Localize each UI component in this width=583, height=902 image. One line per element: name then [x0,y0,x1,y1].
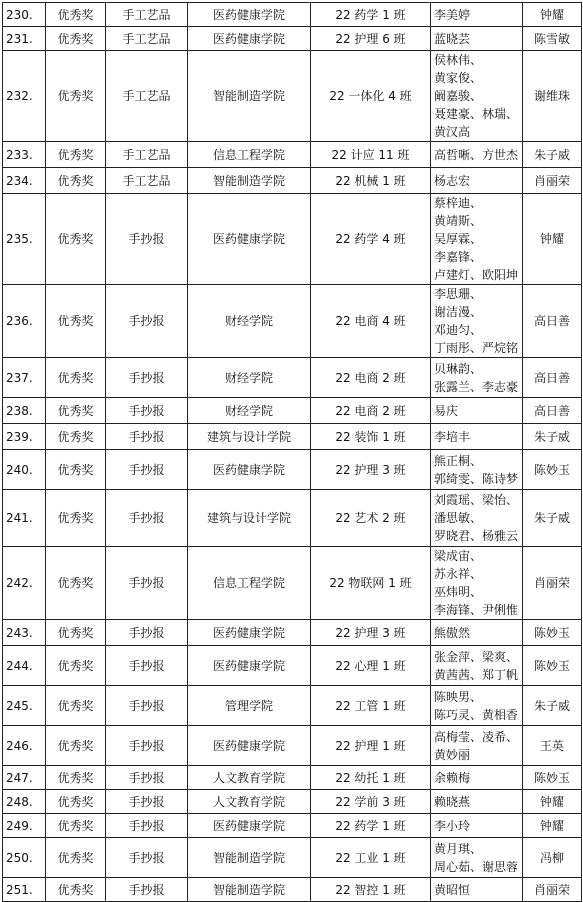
category-cell: 手抄报 [106,285,188,358]
student-name: 罗晓君 [434,529,471,543]
category-cell: 手抄报 [106,726,188,766]
class-name-cell: 22 药学 1 班 [311,3,431,27]
college-cell: 智能制造学院 [188,838,311,878]
category-cell: 手抄报 [106,490,188,547]
table-row [3,838,582,878]
student-name: 黄汉高 [434,125,471,139]
student-name: 黄妙丽 [434,747,471,762]
table-row [3,766,582,790]
table-row [3,142,582,168]
advisor-cell: 朱子威 [523,142,582,168]
award-level-cell: 优秀奖 [46,766,106,790]
student-name: 林瑞 [482,107,507,121]
student-name: 李志豪 [482,379,519,394]
student-name: 熊傲然 [434,625,471,640]
table-row [3,194,582,285]
category-cell: 手工艺品 [106,51,188,142]
student-name: 李美婷 [434,7,471,22]
row-number-cell: 234. [3,168,46,194]
award-level-cell: 优秀奖 [46,194,106,285]
class-name-cell: 22 电商 4 班 [311,285,431,358]
class-name-cell: 22 工业 1 班 [311,838,431,878]
student-name: 陈映男 [434,689,471,704]
row-number-cell: 239. [3,424,46,450]
advisor-cell: 钟耀 [523,194,582,285]
advisor-cell: 钟耀 [523,790,582,814]
student-name: 梁爽 [482,649,507,664]
student-name: 欧阳坤 [482,268,519,282]
category-cell: 手抄报 [106,646,188,686]
category-cell: 手抄报 [106,398,188,424]
students-cell: 高哲晰、方世杰 [431,142,523,168]
class-name-cell: 22 心理 1 班 [311,646,431,686]
student-name: 谢洁漫 [434,305,471,319]
class-name-cell: 22 智控 1 班 [311,878,431,902]
student-name: 邓迪匀 [434,323,471,337]
students-cell [431,766,523,790]
class-name-cell: 22 装饰 1 班 [311,424,431,450]
college-cell: 医药健康学院 [188,620,311,646]
table-row [3,398,582,424]
students-cell: 张金萍、梁爽、黄茜茜、郑丁帆 [431,646,523,686]
advisor-cell: 钟耀 [523,814,582,838]
class-name-cell: 22 学前 3 班 [311,790,431,814]
award-level-cell: 优秀奖 [46,3,106,27]
row-number-cell: 236. [3,285,46,358]
student-name: 谢思蓉 [482,859,519,874]
class-name-cell: 22 药学 4 班 [311,194,431,285]
class-name-cell: 22 护理 3 班 [311,620,431,646]
advisor-cell: 王英 [523,726,582,766]
college-cell: 医药健康学院 [188,814,311,838]
class-name-cell: 22 幼托 1 班 [311,766,431,790]
advisor-cell: 陈妙玉 [523,766,582,790]
table-row [3,358,582,398]
students-cell [431,3,523,27]
college-cell: 人文教育学院 [188,766,311,790]
row-number-cell: 245. [3,686,46,726]
student-name: 郑丁帆 [482,667,519,682]
category-cell: 手抄报 [106,450,188,490]
student-name: 黄茜茜 [434,667,471,682]
college-cell: 医药健康学院 [188,726,311,766]
row-number-cell: 251. [3,878,46,902]
college-cell: 信息工程学院 [188,142,311,168]
category-cell: 手抄报 [106,686,188,726]
row-number-cell: 237. [3,358,46,398]
student-name: 梁怡 [482,493,507,507]
row-number-cell: 231. [3,27,46,51]
row-number-cell: 240. [3,450,46,490]
college-cell: 管理学院 [188,686,311,726]
category-cell: 手工艺品 [106,142,188,168]
row-number-cell: 248. [3,790,46,814]
category-cell: 手工艺品 [106,27,188,51]
row-number-cell: 230. [3,3,46,27]
student-name: 黄家俊 [434,71,471,85]
student-name: 杨志宏 [434,173,471,188]
row-number-cell: 247. [3,766,46,790]
college-cell: 医药健康学院 [188,3,311,27]
table-body [3,3,582,902]
advisor-cell: 高日善 [523,358,582,398]
award-level-cell: 优秀奖 [46,686,106,726]
award-level-cell: 优秀奖 [46,547,106,620]
student-name: 严烷铭 [482,341,519,355]
category-cell: 手抄报 [106,620,188,646]
student-name: 张金萍 [434,649,471,664]
advisor-cell: 冯柳 [523,838,582,878]
table-row [3,620,582,646]
student-name: 李嘉锋 [434,250,471,264]
category-cell: 手抄报 [106,194,188,285]
award-level-cell: 优秀奖 [46,646,106,686]
student-name: 侯林伟 [434,53,471,67]
award-level-cell: 优秀奖 [46,424,106,450]
student-name: 凌希 [482,729,507,744]
award-level-cell: 优秀奖 [46,620,106,646]
award-level-cell: 优秀奖 [46,490,106,547]
category-cell: 手工艺品 [106,3,188,27]
student-name: 卢建灯 [434,268,471,282]
college-cell: 财经学院 [188,358,311,398]
student-name: 周心茹 [434,859,471,874]
class-name-cell: 22 电商 2 班 [311,358,431,398]
advisor-cell: 肖丽荣 [523,168,582,194]
category-cell: 手抄报 [106,814,188,838]
college-cell: 人文教育学院 [188,790,311,814]
class-name-cell: 22 电商 2 班 [311,398,431,424]
student-name: 陈巧灵 [434,707,471,722]
table-row [3,168,582,194]
students-cell: 梁成宙、苏永祥、巫炜明、李海锋、尹俐惟 [431,547,523,620]
college-cell: 智能制造学院 [188,168,311,194]
college-cell: 财经学院 [188,285,311,358]
row-number-cell: 238. [3,398,46,424]
college-cell: 建筑与设计学院 [188,490,311,547]
college-cell: 医药健康学院 [188,450,311,490]
advisor-cell: 高日善 [523,285,582,358]
row-number-cell: 244. [3,646,46,686]
student-name: 方世杰 [482,147,519,162]
student-name: 李思珊 [434,287,471,301]
students-cell: 侯林伟、黄家俊、阚嘉骏、聂建豪、林瑞、黄汉高 [431,51,523,142]
advisor-cell: 肖丽荣 [523,547,582,620]
student-name: 李海锋 [434,603,471,617]
students-cell [431,424,523,450]
student-name: 高哲晰 [434,147,471,162]
class-name-cell: 22 护理 3 班 [311,450,431,490]
table-row [3,646,582,686]
college-cell: 建筑与设计学院 [188,424,311,450]
category-cell: 手工艺品 [106,168,188,194]
award-level-cell: 优秀奖 [46,838,106,878]
table-row [3,686,582,726]
class-name-cell: 22 计应 11 班 [311,142,431,168]
students-cell [431,814,523,838]
college-cell: 智能制造学院 [188,878,311,902]
advisor-cell: 朱子威 [523,490,582,547]
students-cell [431,398,523,424]
college-cell: 医药健康学院 [188,194,311,285]
row-number-cell: 250. [3,838,46,878]
students-cell [431,620,523,646]
row-number-cell: 233. [3,142,46,168]
college-cell: 财经学院 [188,398,311,424]
college-cell: 医药健康学院 [188,27,311,51]
advisor-cell: 陈妙玉 [523,620,582,646]
class-name-cell: 22 工管 1 班 [311,686,431,726]
award-level-cell: 优秀奖 [46,398,106,424]
student-name: 黄相香 [482,707,519,722]
student-name: 巫炜明 [434,585,471,599]
row-number-cell: 232. [3,51,46,142]
advisor-cell: 钟耀 [523,3,582,27]
student-name: 赖晓燕 [434,794,471,809]
row-number-cell: 235. [3,194,46,285]
advisor-cell: 高日善 [523,398,582,424]
class-name-cell: 22 护理 6 班 [311,27,431,51]
award-level-cell: 优秀奖 [46,814,106,838]
student-name: 阚嘉骏 [434,89,471,103]
advisor-cell: 肖丽荣 [523,878,582,902]
student-name: 李培丰 [434,429,471,444]
award-level-cell: 优秀奖 [46,450,106,490]
advisor-cell: 陈雪敏 [523,27,582,51]
table-row [3,790,582,814]
student-name: 苏永祥 [434,567,471,581]
row-number-cell: 249. [3,814,46,838]
table-row [3,878,582,902]
students-cell: 蔡梓迪、黄靖斯、吴厚霖、李嘉锋、卢建灯、欧阳坤 [431,194,523,285]
students-cell: 高梅莹、凌希、黄妙丽 [431,726,523,766]
table-row [3,424,582,450]
student-name: 梁成宙 [434,549,471,563]
students-cell: 贝琳韵、张露兰、李志豪 [431,358,523,398]
students-cell [431,27,523,51]
students-cell: 刘霞瑶、梁怡、潘思敏、罗晓君、杨雅云 [431,490,523,547]
students-cell: 李思珊、谢洁漫、邓迪匀、丁雨彤、严烷铭 [431,285,523,358]
category-cell: 手抄报 [106,547,188,620]
student-name: 杨雅云 [482,529,519,543]
award-level-cell: 优秀奖 [46,358,106,398]
award-level-cell: 优秀奖 [46,168,106,194]
category-cell: 手抄报 [106,358,188,398]
category-cell: 手抄报 [106,766,188,790]
student-name: 郭绮雯 [434,471,471,486]
advisor-cell: 谢维珠 [523,51,582,142]
table-row [3,51,582,142]
student-name: 余赖梅 [434,770,471,785]
table-row [3,490,582,547]
class-name-cell: 22 药学 1 班 [311,814,431,838]
college-cell: 信息工程学院 [188,547,311,620]
student-name: 刘霞瑶 [434,493,471,507]
row-number-cell: 242. [3,547,46,620]
student-name: 潘思敏 [434,511,471,525]
table-row [3,450,582,490]
student-name: 丁雨彤 [434,341,471,355]
student-name: 陈诗梦 [482,471,519,486]
advisor-cell: 陈妙玉 [523,450,582,490]
award-level-cell: 优秀奖 [46,142,106,168]
student-name: 尹俐惟 [482,603,519,617]
student-name: 蓝晓芸 [434,31,471,46]
class-name-cell: 22 艺术 2 班 [311,490,431,547]
advisor-cell: 陈妙玉 [523,646,582,686]
table-row [3,3,582,27]
student-name: 吴厚霖 [434,232,471,246]
table-row [3,814,582,838]
row-number-cell: 243. [3,620,46,646]
award-level-cell: 优秀奖 [46,51,106,142]
student-name: 聂建豪 [434,107,471,121]
row-number-cell: 241. [3,490,46,547]
award-level-cell: 优秀奖 [46,726,106,766]
award-level-cell: 优秀奖 [46,790,106,814]
table-row [3,285,582,358]
class-name-cell: 22 护理 1 班 [311,726,431,766]
student-name: 李小玲 [434,818,471,833]
students-cell [431,168,523,194]
college-cell: 智能制造学院 [188,51,311,142]
category-cell: 手抄报 [106,838,188,878]
category-cell: 手抄报 [106,878,188,902]
students-cell [431,878,523,902]
student-name: 蔡梓迪 [434,196,471,210]
student-name: 黄靖斯 [434,214,471,228]
row-number-cell: 246. [3,726,46,766]
table-row [3,27,582,51]
students-cell: 黄月琪、周心茹、谢思蓉 [431,838,523,878]
student-name: 张露兰 [434,379,471,394]
class-name-cell: 22 机械 1 班 [311,168,431,194]
student-name: 易庆 [434,403,459,418]
student-name: 黄月琪 [434,841,471,856]
award-level-cell: 优秀奖 [46,27,106,51]
award-level-cell: 优秀奖 [46,878,106,902]
category-cell: 手抄报 [106,790,188,814]
class-name-cell: 22 一体化 4 班 [311,51,431,142]
student-name: 熊正桐 [434,453,471,468]
table-row [3,726,582,766]
award-level-cell: 优秀奖 [46,285,106,358]
advisor-cell: 朱子威 [523,686,582,726]
advisor-cell: 朱子威 [523,424,582,450]
table-row [3,547,582,620]
students-cell: 熊正桐、郭绮雯、陈诗梦 [431,450,523,490]
student-name: 黄昭恒 [434,882,471,897]
category-cell: 手抄报 [106,424,188,450]
student-name: 贝琳韵 [434,361,471,376]
college-cell: 医药健康学院 [188,646,311,686]
awards-table [2,2,582,902]
student-name: 高梅莹 [434,729,471,744]
students-cell: 陈映男、陈巧灵、黄相香 [431,686,523,726]
class-name-cell: 22 物联网 1 班 [311,547,431,620]
students-cell [431,790,523,814]
